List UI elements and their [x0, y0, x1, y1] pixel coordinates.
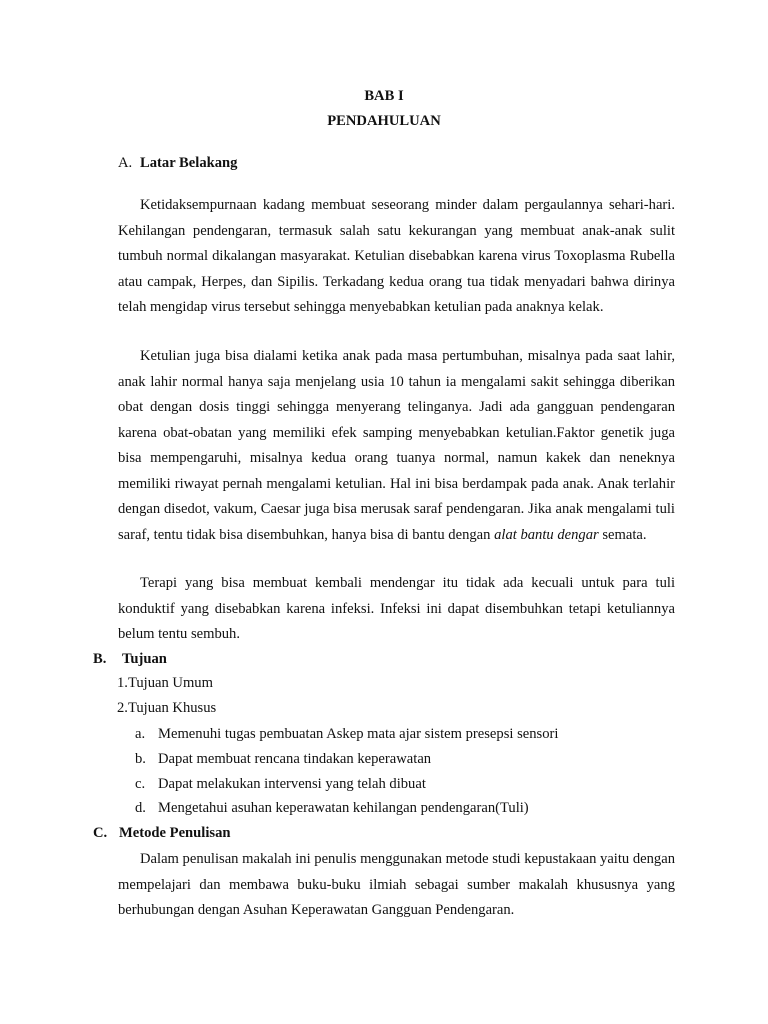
list-item-letter: c.	[135, 776, 146, 792]
italic-term: alat bantu dengar	[494, 526, 599, 543]
list-item-letter: a.	[135, 726, 146, 742]
sub-heading-khusus: 2.Tujuan Khusus	[117, 700, 217, 716]
list-item: Mengetahui asuhan keperawatan kehilangan pendengaran(Tuli)	[158, 800, 529, 816]
section-a-paragraph-2	[118, 344, 675, 548]
sub-heading-umum: 1.Tujuan Umum	[117, 675, 213, 691]
paragraph-2-end: semata.	[598, 526, 647, 543]
section-a-paragraph-3: Terapi yang bisa membuat kembali mendengar itu tidak ada kecuali untuk para tuli konduktif yang disebabkan karena infeksi. Infeksi ini dapat disembuhkan tetapi ketuliannya belum tentu sembuh.	[118, 575, 675, 642]
section-c-heading: Metode Penulisan	[119, 825, 231, 841]
section-c-paragraph-1: Dalam penulisan makalah ini penulis menggunakan metode studi kepustakaan yaitu dengan mempelajari dan membawa buku-buku ilmiah sebagai sumber makalah khususnya yang berhubungan dengan Asuhan Keperawatan Gangguan Pendengaran.	[118, 851, 675, 918]
section-a-paragraph-1: Ketidaksempurnaan kadang membuat seseorang minder dalam pergaulannya sehari-hari. Kehilangan pendengaran, termasuk salah satu kekurangan yang membuat anak-anak sulit tumbuh normal dikalangan masyarakat. Ketulian disebabkan karena virus Toxoplasma Rubella atau campak, Herpes, dan Sipilis. Terkadang kedua orang tua tidak menyadari bahwa dirinya telah mengidap virus tersebut sehingga menyebabkan ketulian pada anaknya kelak.	[118, 197, 675, 315]
list-item: Dapat melakukan intervensi yang telah dibuat	[158, 776, 426, 792]
list-item: Dapat membuat rencana tindakan keperawatan	[158, 751, 432, 767]
paragraph-2-text: Ketulian juga bisa dialami ketika anak pada masa pertumbuhan, misalnya pada saat lahir, anak lahir normal hanya saja menjelang usia 10 tahun ia mengalami sakit sehingga diberikan obat dengan dosis tinggi sehingga menyerang telinganya. Jadi ada gangguan pendengaran karena obat-obatan yang memiliki efek samping menyebabkan ketulian.Faktor genetik juga bisa mempengaruhi, misalnya kedua orang tuanya normal, namun kakek dan neneknya memiliki riwayat pernah mengalami ketulian. Hal ini bisa berdampak pada anak. Anak terlahir dengan disedot, vakum, Caesar juga bisa merusak saraf pendengaran. Jika anak mengalami tuli saraf, tentu tidak bisa disembuhkan, hanya bisa di bantu dengan	[118, 348, 675, 543]
list-item-letter: b.	[135, 751, 146, 767]
section-a-marker: A.	[118, 155, 133, 171]
section-b-marker: B.	[93, 651, 107, 667]
section-b-heading: Tujuan	[122, 651, 167, 667]
chapter-number: BAB I	[364, 88, 404, 104]
section-c-marker: C.	[93, 825, 108, 841]
list-item-letter: d.	[135, 800, 146, 816]
chapter-title: PENDAHULUAN	[327, 113, 441, 129]
section-a-heading: Latar Belakang	[140, 155, 238, 171]
list-item: Memenuhi tugas pembuatan Askep mata ajar sistem presepsi sensori	[158, 726, 559, 742]
